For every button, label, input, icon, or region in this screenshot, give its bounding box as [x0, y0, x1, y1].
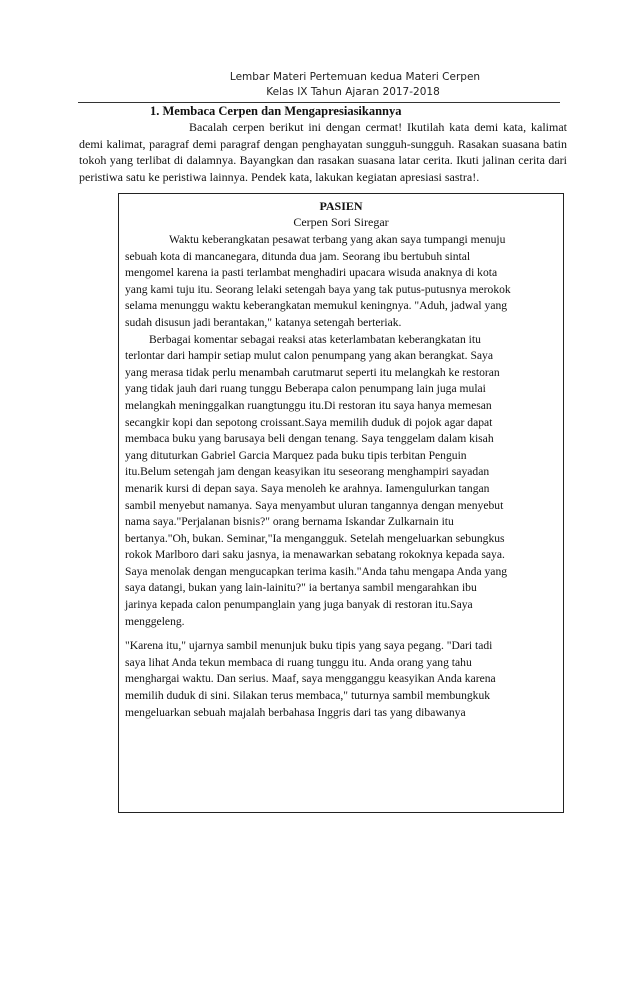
header-line-2: Kelas IX Tahun Ajaran 2017-2018 [266, 86, 440, 98]
story-author: Cerpen Sori Siregar [293, 215, 389, 229]
section-intro [79, 119, 567, 185]
story-box [118, 193, 564, 813]
story-title: PASIEN [319, 199, 363, 213]
story-paragraph-2: Berbagai komentar sebagai reaksi atas keterlambatan keberangkatan itu terlontar dari hampir setiap mulut calon penumpang yang akan berangkat. Saya yang merasa tidak perlu menambah carutmarut seperti itu melangkah ke restoran yang tidak jauh dari ruang tunggu Beberapa calon penumpang lain juga mulai melangkah meninggalkan ruangtunggu itu.Di restoran itu saya hanya memesan secangkir kopi dan sepotong croissant.Saya memilih duduk di pojok agar dapat membaca buku yang barusaya beli dengan tenang. Saya tenggelam dalam kisah yang dituturkan Gabriel Garcia Marquez pada buku tipis terbitan Penguin itu.Belum setengah jam dengan keasyikan itu seseorang menghampiri sayadan menarik kursi di depan saya. Saya menoleh ke arahnya. Iamengulurkan tangan sambil menyebut namanya. Saya menyambut uluran tangannya dengan menyebut nama saya."Perjalanan bisnis?" orang bernama Iskandar Zulkarnain itu bertanya."Oh, bukan. Seminar,"Ia mengangguk. Setelah mengeluarkan sebungkus rokok Marlboro dari saku jasnya, ia menawarkan sebatang rokoknya kepada saya. Saya menolak dengan mengucapkan terima kasih."Anda tahu mengapa Anda yang saya datangi, bukan yang lain-lainitu?" ia bertanya sambil mengarahkan ibu jarinya kepada calon penumpanglain yang juga banyak di restoran itu.Saya menggeleng. [125, 332, 508, 628]
page-header [0, 70, 638, 100]
story-paragraph-1: Waktu keberangkatan pesawat terbang yang akan saya tumpangi menuju sebuah kota di mancanegara, ditunda dua jam. Seorang ibu bertubuh sintal mengomel karena ia pasti terlambat menghadiri upacara wisuda anaknya di kota yang kami tuju itu. Seorang lelaki setengah baya yang tak putus-putusnya merokok selama menunggu waktu keberangkatan memukul keningnya. "Aduh, jadwal yang sudah disusun jadi berantakan," katanya setengah berteriak. [125, 233, 511, 329]
section-title: 1. Membaca Cerpen dan Mengapresiasikannya [150, 104, 402, 118]
story-body [125, 232, 511, 721]
header-divider [78, 102, 560, 103]
story-paragraph-3: "Karena itu," ujarnya sambil menunjuk buku tipis yang saya pegang. "Dari tadi saya lihat Anda tekun membaca di ruang tunggu itu. Anda orang yang tahu menghargai waktu. Dan serius. Maaf, saya mengganggu keasyikan Anda karena memilih duduk di sini. Silakan terus membaca," tuturnya sambil membungkuk mengeluarkan sebuah majalah berbahasa Inggris dari tas yang dibawanya [125, 639, 496, 719]
header-line-1: Lembar Materi Pertemuan kedua Materi Cerpen [229, 71, 481, 83]
intro-paragraph: Bacalah cerpen berikut ini dengan cermat! Ikutilah kata demi kata, kalimat demi kalimat, paragraf demi paragraf dengan penghayatan sungguh-sungguh. Rasakan suasana batin tokoh yang terlibat di dalamnya. Bayangkan dan rasakan suasana latar cerita. Ikuti jalinan cerita dari peristiwa satu ke peristiwa lainnya. Pendek kata, lakukan kegiatan apresiasi sastra!. [79, 120, 567, 184]
